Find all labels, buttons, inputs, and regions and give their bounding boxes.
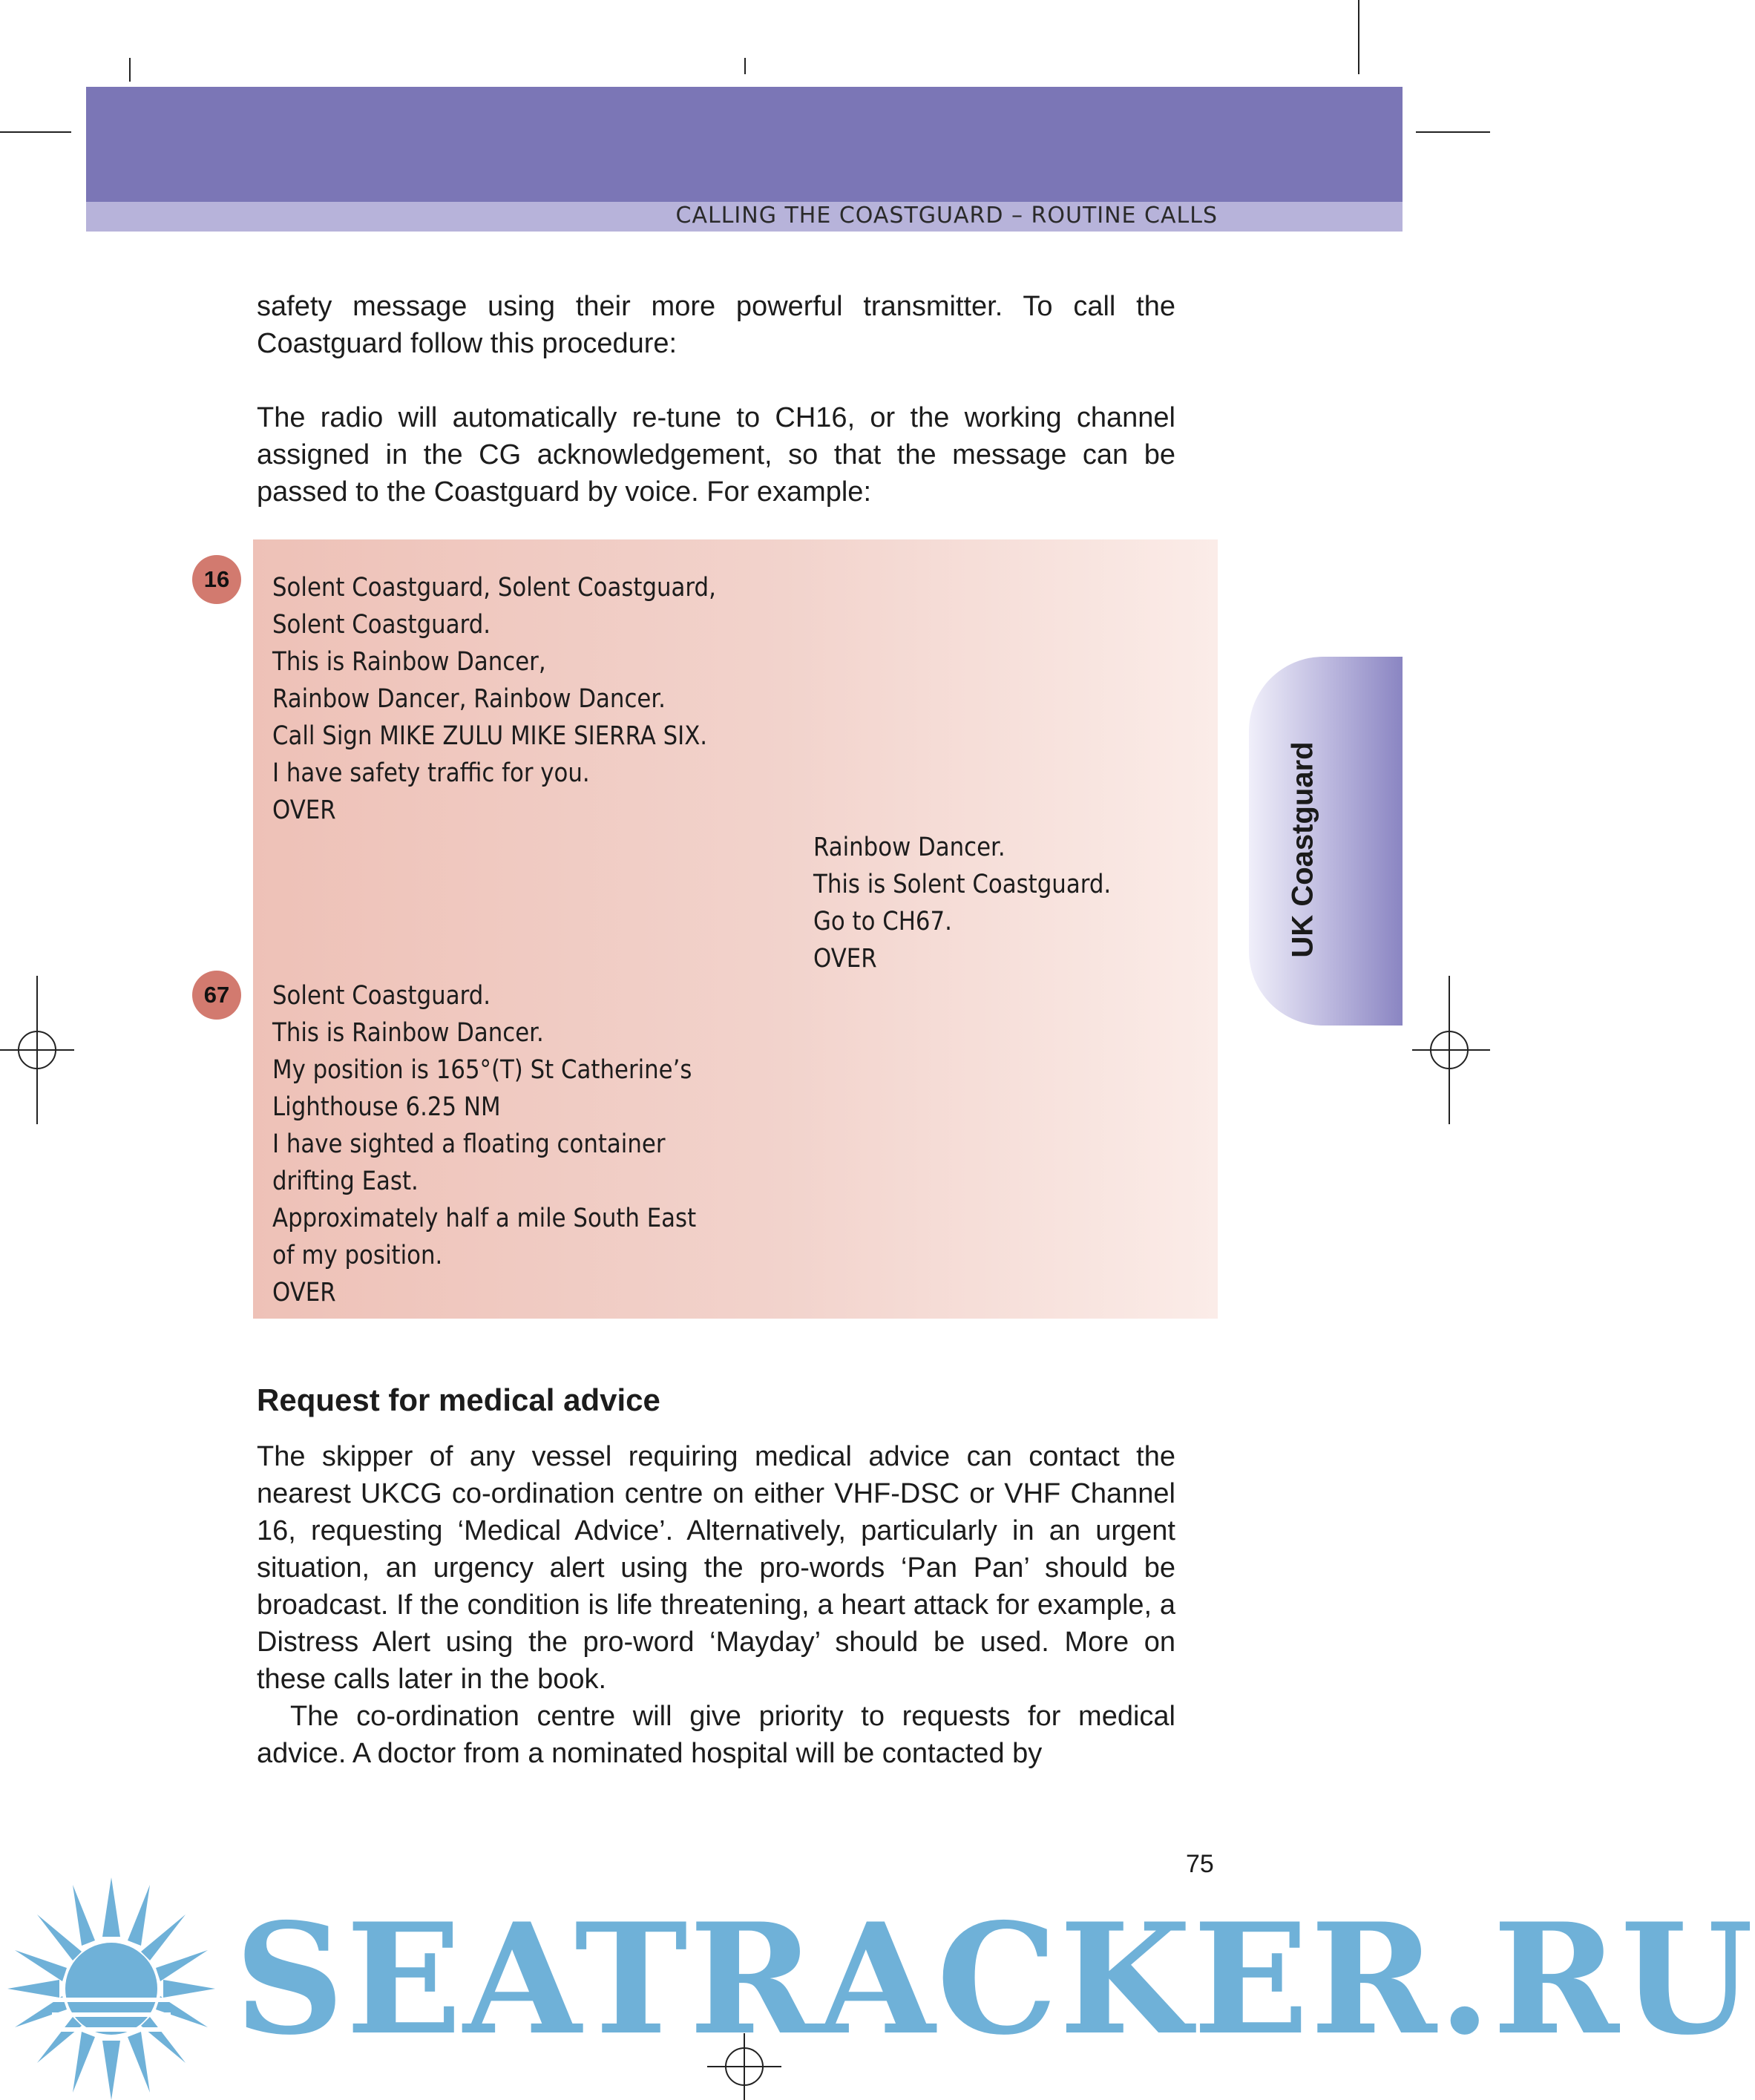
dialog-line: Solent Coastguard. <box>272 610 491 640</box>
watermark-text: SEATRACKER.RU <box>234 1891 1755 2069</box>
dialog-line: Solent Coastguard, Solent Coastguard, <box>272 573 716 603</box>
section-side-tab <box>1249 657 1403 1026</box>
dialog-line: Approximately half a mile South East <box>272 1204 697 1233</box>
dialog-line: I have sighted a floating container <box>272 1129 666 1159</box>
dialog-line: This is Solent Coastguard. <box>813 870 1112 899</box>
dialog-line: This is Rainbow Dancer. <box>272 1018 544 1048</box>
dialog-line: OVER <box>813 944 877 974</box>
dialog-line: OVER <box>272 795 336 825</box>
channel-badge-67: 67 <box>192 971 241 1020</box>
dialog-line: Rainbow Dancer, Rainbow Dancer. <box>272 684 666 714</box>
body-paragraph-2: The radio will automatically re-tune to CH16, or the working channel assigned in the CG acknowledgement, so that the message can be passed to the Coastguard by voice. For example: <box>257 402 1175 508</box>
crop-mark <box>744 58 746 74</box>
dialog-line: Go to CH67. <box>813 907 952 936</box>
dialog-line: This is Rainbow Dancer, <box>272 647 546 677</box>
crop-mark <box>129 58 131 82</box>
header-band <box>86 87 1403 202</box>
body-paragraph-1: safety message using their more powerful transmitter. To call the Coastguard follow this procedure: <box>257 291 1175 359</box>
dialog-line: My position is 165°(T) St Catherine’s <box>272 1055 692 1085</box>
side-tab-label: UK Coastguard <box>1286 741 1319 958</box>
registration-mark-right <box>1412 968 1490 1139</box>
running-head: CALLING THE COASTGUARD – ROUTINE CALLS <box>675 203 1218 229</box>
dialog-line: drifting East. <box>272 1167 419 1196</box>
crop-mark <box>1358 0 1359 74</box>
crop-mark <box>1416 131 1490 133</box>
dialog-line: Call Sign MIKE ZULU MIKE SIERRA SIX. <box>272 721 708 751</box>
dialog-line: of my position. <box>272 1241 443 1270</box>
dialog-line: I have safety traffic for you. <box>272 758 590 788</box>
dialog-line: Lighthouse 6.25 NM <box>272 1092 501 1122</box>
section-paragraph-2: The co-ordination centre will give priority to requests for medical advice. A doctor from a nominated hospital will be contacted by <box>257 1701 1175 1769</box>
dialog-line: Solent Coastguard. <box>272 981 491 1011</box>
page-number: 75 <box>1186 1850 1214 1878</box>
crop-mark <box>0 131 71 133</box>
dialog-line: OVER <box>272 1278 336 1307</box>
section-heading: Request for medical advice <box>257 1382 660 1417</box>
registration-mark-left <box>0 968 82 1139</box>
sun-logo-icon <box>7 1877 230 2100</box>
channel-badge-16: 16 <box>192 555 241 604</box>
section-paragraph-1: The skipper of any vessel requiring medical advice can contact the nearest UKCG co-ordination centre on either VHF-DSC or VHF Channel 16, requesting ‘Medical Advice’. Alternatively, particularly in an urgent situation, an urgency alert using the pro-words ‘Pan Pan’ should be broadcast. If the condition is life threatening, a heart attack for example, a Distress Alert using the pro-word ‘Mayday’ should be used. More on these calls later in the book. <box>257 1441 1175 1695</box>
dialog-line: Rainbow Dancer. <box>813 833 1006 862</box>
